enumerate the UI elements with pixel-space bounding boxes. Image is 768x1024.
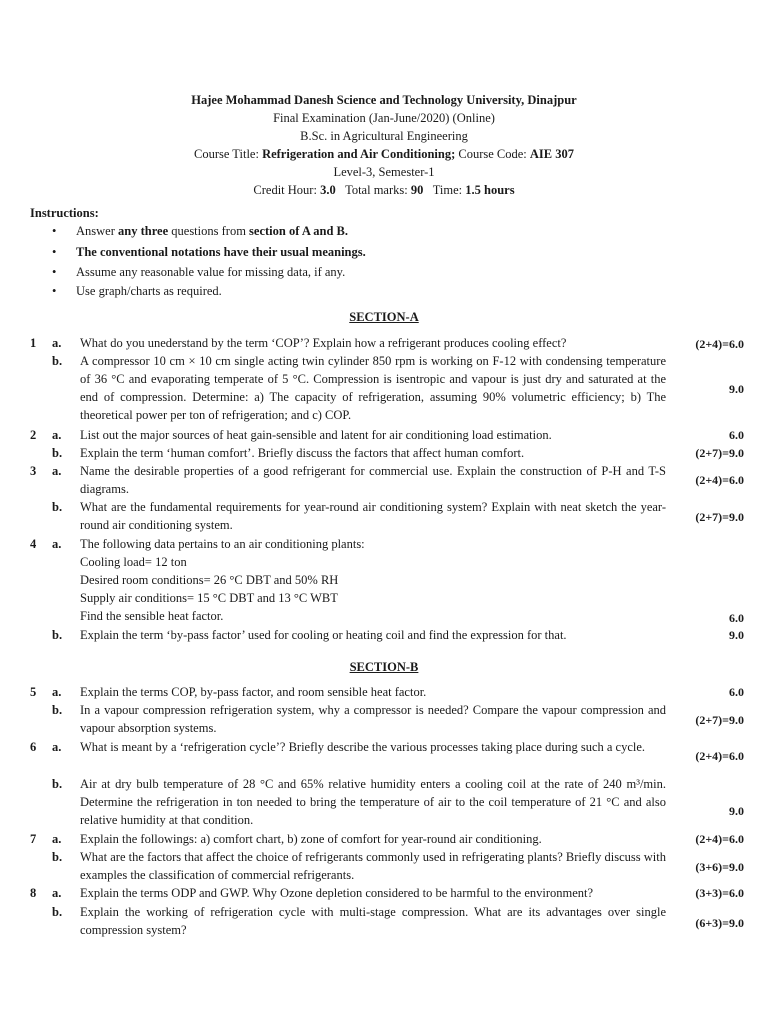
part-label: a. — [52, 832, 62, 846]
question-text: Name the desirable properties of a good refrigerant for commercial use. Explain the construction of P-H and T-S diagrams. — [80, 464, 666, 496]
part-label: a. — [52, 336, 62, 350]
part-label: b. — [52, 850, 63, 864]
program-name: B.Sc. in Agricultural Engineering — [300, 129, 468, 143]
marks: (2+7)=9.0 — [695, 713, 744, 727]
marks: (2+4)=6.0 — [695, 749, 744, 763]
bullet-icon: • — [52, 265, 57, 279]
data-line: Find the sensible heat factor. — [80, 609, 224, 623]
part-label: a. — [52, 886, 62, 900]
part-label: b. — [52, 777, 63, 791]
part-label: b. — [52, 905, 63, 919]
marks: (2+7)=9.0 — [695, 446, 744, 460]
question-text: A compressor 10 cm × 10 cm single acting twin cylinder 850 rpm is working on F-12 with condensing temperature of 36 °C and evaporating temperate of 5 °C. Compression is isentropic and vapour is just dry and saturated at the end of compression. Determine: a) The capacity of refrigeration, assuming 90% volumetric efficiency; b) The theoretical power per ton of refrigeration; and c) COP. — [80, 354, 666, 422]
data-line: Desired room conditions= 26 °C DBT and 50% RH — [80, 573, 339, 587]
marks: (6+3)=9.0 — [695, 916, 744, 930]
marks: 9.0 — [729, 628, 744, 642]
question-number: 6 — [30, 740, 37, 754]
question-number: 4 — [30, 537, 37, 551]
instruction-item: • Answer any three questions from section of A and B. — [52, 224, 349, 238]
question-text: Explain the term ‘by-pass factor’ used for cooling or heating coil and find the expression for that. — [80, 628, 567, 642]
question-text: List out the major sources of heat gain-sensible and latent for air conditioning load estimation. — [80, 428, 552, 442]
part-label: a. — [52, 685, 62, 699]
credit-value: 3.0 — [320, 183, 336, 197]
question-text — [80, 535, 666, 625]
marks: 9.0 — [729, 382, 744, 396]
data-line: Supply air conditions= 15 °C DBT and 13 °C WBT — [80, 591, 338, 605]
instruction-item: • Assume any reasonable value for missing data, if any. — [52, 265, 346, 279]
section-b-heading: SECTION-B — [349, 660, 419, 674]
question-text: What is meant by a ‘refrigeration cycle’? Briefly describe the various processes taking place during such a cycle. — [80, 740, 646, 754]
course-title: Refrigeration and Air Conditioning; — [262, 147, 456, 161]
level-semester: Level-3, Semester-1 — [333, 165, 435, 179]
course-code: AIE 307 — [529, 147, 575, 161]
part-label: b. — [52, 628, 63, 642]
question-text: Explain the terms COP, by-pass factor, and room sensible heat factor. — [80, 685, 427, 699]
question-text: What are the factors that affect the choice of refrigerants commonly used in refrigerating plants? Briefly discuss with examples the classification of commercial refrigerants. — [80, 850, 666, 882]
credit-line — [0, 183, 768, 198]
bullet-icon: • — [52, 224, 57, 238]
question-number: 1 — [30, 336, 37, 350]
marks: (2+4)=6.0 — [695, 832, 744, 846]
course-code-label: Course Code: — [455, 147, 530, 161]
bullet-icon: • — [52, 245, 57, 259]
marks: (3+6)=9.0 — [695, 860, 744, 874]
question-text: What do you unederstand by the term ‘COP’? Explain how a refrigerant produces cooling effect? — [80, 336, 567, 350]
exam-title: Final Examination (Jan-June/2020) (Online) — [273, 111, 495, 125]
marks: 6.0 — [729, 685, 744, 699]
part-label: b. — [52, 500, 63, 514]
part-label: a. — [52, 740, 62, 754]
data-line: The following data pertains to an air conditioning plants: — [80, 537, 365, 551]
question-text: Explain the followings: a) comfort chart, b) zone of comfort for year-round air conditioning. — [80, 832, 542, 846]
question-number: 2 — [30, 428, 37, 442]
instruction-item: • Use graph/charts as required. — [52, 284, 222, 298]
time-value: 1.5 hours — [465, 183, 515, 197]
course-title-label: Course Title: — [193, 147, 263, 161]
instructions-title: Instructions: — [30, 206, 99, 220]
part-label: a. — [52, 537, 62, 551]
marks-label: Total marks: — [345, 183, 411, 197]
marks: 6.0 — [729, 428, 744, 442]
question-number: 7 — [30, 832, 37, 846]
question-text: Air at dry bulb temperature of 28 °C and 65% relative humidity enters a cooling coil at the rate of 240 m³/min. Determine the refrigeration in ton needed to bring the temperature of air to the coil temperature of 21 °C and also relative humidity at that condition. — [80, 777, 666, 827]
university-name: Hajee Mohammad Danesh Science and Technology University, Dinajpur — [191, 93, 577, 107]
part-label: a. — [52, 464, 62, 478]
question-number: 5 — [30, 685, 37, 699]
question-number: 8 — [30, 886, 37, 900]
time-label: Time: — [432, 183, 466, 197]
part-label: a. — [52, 428, 62, 442]
part-label: b. — [52, 446, 63, 460]
question-text: In a vapour compression refrigeration system, why a compressor is needed? Compare the vapour compression and vapour absorption systems. — [80, 703, 666, 735]
bullet-icon: • — [52, 284, 57, 298]
question-text: Explain the term ‘human comfort’. Briefly discuss the factors that affect human comfort. — [80, 446, 525, 460]
marks: (3+3)=6.0 — [695, 886, 744, 900]
course-line — [0, 147, 768, 162]
marks: (2+7)=9.0 — [695, 510, 744, 524]
section-a-heading: SECTION-A — [349, 310, 419, 324]
marks-value: 90 — [410, 183, 424, 197]
question-text: Explain the terms ODP and GWP. Why Ozone depletion considered to be harmful to the environment? — [80, 886, 594, 900]
question-number: 3 — [30, 464, 37, 478]
question-text: What are the fundamental requirements for year-round air conditioning system? Explain with neat sketch the year-round air conditioning system. — [80, 500, 666, 532]
marks: (2+4)=6.0 — [695, 337, 744, 351]
question-text: Explain the working of refrigeration cycle with multi-stage compression. What are its advantages over single compression system? — [80, 905, 666, 937]
data-line: Cooling load= 12 ton — [80, 555, 187, 569]
marks: 6.0 — [729, 611, 744, 625]
marks: (2+4)=6.0 — [695, 473, 744, 487]
credit-label: Credit Hour: — [253, 183, 321, 197]
marks: 9.0 — [729, 804, 744, 818]
part-label: b. — [52, 354, 63, 368]
instruction-item: • The conventional notations have their usual meanings. — [52, 245, 366, 259]
part-label: b. — [52, 703, 63, 717]
